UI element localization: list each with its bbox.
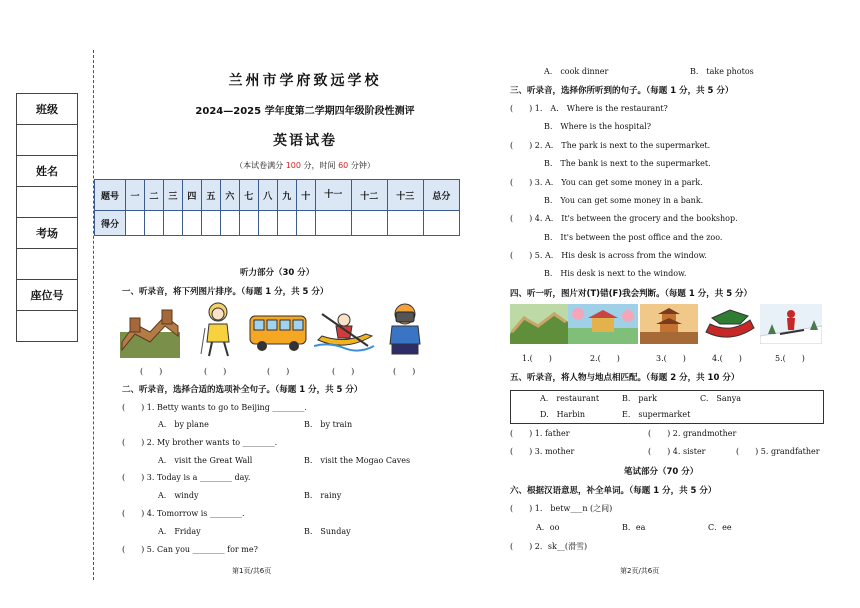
place-option: C. Sanya — [700, 394, 742, 403]
exam-note: （本试卷满分 100 分，时间 60 分钟） — [235, 161, 375, 170]
class-label: 班级 — [17, 94, 77, 125]
place-option: D. Harbin — [540, 410, 586, 419]
seat-number-label: 座位号 — [17, 280, 77, 311]
score-label: 得分 — [95, 211, 126, 236]
answer-blank[interactable]: 2.( ) — [590, 354, 620, 363]
section-4-title: 四、听一听，图片对(T)错(F)我会判断。（每题 1 分，共 5 分） — [510, 289, 753, 299]
col-header: 七 — [239, 180, 258, 211]
bus-picture — [248, 310, 310, 354]
binding-line — [93, 50, 94, 580]
section-2-title: 二、听录音，选择合适的选项补全句子。（每题 1 分，共 5 分） — [122, 385, 363, 395]
place-option: A. restaurant — [540, 394, 600, 403]
option-a[interactable]: ( ) 2. A. The park is next to the supermarket. — [510, 141, 711, 150]
score-cell[interactable] — [126, 211, 145, 236]
place-option: B. park — [622, 394, 657, 403]
option-b[interactable]: B．ea — [622, 523, 646, 532]
section-6-title: 六、根据汉语意思，补全单词。（每题 1 分，共 5 分） — [510, 486, 717, 496]
option-b[interactable]: B. His desk is next to the window. — [544, 269, 687, 278]
score-cell[interactable] — [387, 211, 423, 236]
col-header: 二 — [144, 180, 163, 211]
section-1-title: 一、听录音，将下列图片排序。（每题 1 分，共 5 分） — [122, 287, 329, 297]
name-label: 姓名 — [17, 156, 77, 187]
question: ( ) 2. My brother wants to ________. — [122, 438, 278, 447]
option-b[interactable]: B. Where is the hospital? — [544, 122, 652, 131]
question: ( ) 4. Tomorrow is ________. — [122, 509, 245, 518]
score-cell[interactable] — [296, 211, 315, 236]
answer-blank[interactable]: ( ) — [332, 367, 355, 376]
exam-room-field[interactable] — [17, 249, 77, 280]
answer-blank[interactable]: 4.( ) — [712, 354, 742, 363]
great-wall-picture — [120, 302, 180, 358]
col-header: 五 — [201, 180, 220, 211]
score-cell[interactable] — [258, 211, 277, 236]
score-table — [94, 179, 460, 236]
col-header: 六 — [220, 180, 239, 211]
seat-number-field[interactable] — [17, 311, 77, 341]
option-b[interactable]: B. You can get some money in a bank. — [544, 196, 704, 205]
girl-walking-picture — [195, 300, 241, 358]
col-header: 九 — [277, 180, 296, 211]
answer-blank[interactable]: ( ) — [267, 367, 290, 376]
page-footer: 第1页/共6页 — [232, 567, 272, 575]
option-b[interactable]: B. rainy — [304, 491, 342, 500]
option-a[interactable]: A. windy — [158, 491, 199, 500]
col-header: 十二 — [351, 180, 387, 211]
skiing-picture — [760, 304, 822, 344]
score-cell[interactable] — [239, 211, 258, 236]
col-header: 八 — [258, 180, 277, 211]
option-a[interactable]: ( ) 1. A. Where is the restaurant? — [510, 104, 668, 113]
question: ( ) 3. Today is a ________ day. — [122, 473, 251, 482]
score-cell[interactable] — [277, 211, 296, 236]
rafting-picture — [314, 306, 376, 354]
exam-room-label: 考场 — [17, 218, 77, 249]
place-option: E. supermarket — [622, 410, 691, 419]
question-number-label: 题号 — [95, 180, 126, 211]
option-a[interactable]: A. visit the Great Wall — [158, 456, 253, 465]
score-cell[interactable] — [423, 211, 459, 236]
question: ( ) 1. Betty wants to go to Beijing ________. — [122, 403, 307, 412]
option-a[interactable]: ( ) 3. A. You can get some money in a park. — [510, 178, 703, 187]
col-header: 十三 — [387, 180, 423, 211]
option-b[interactable]: B. Sunday — [304, 527, 351, 536]
great-wall-landscape-picture — [510, 304, 568, 344]
subject-title: 英语试卷 — [273, 133, 337, 149]
section-5-title: 五、听录音，将人物与地点相匹配。（每题 2 分，共 10 分） — [510, 373, 740, 383]
score-cell[interactable] — [163, 211, 182, 236]
answer-blank[interactable]: ( ) — [393, 367, 416, 376]
question: ( ) 1. betw___n (之间) — [510, 504, 613, 513]
name-field[interactable] — [17, 187, 77, 218]
score-cell[interactable] — [201, 211, 220, 236]
match-item[interactable]: ( ) 2. grandmother — [648, 429, 737, 438]
score-cell[interactable] — [220, 211, 239, 236]
answer-blank[interactable]: ( ) — [204, 367, 227, 376]
match-item[interactable]: ( ) 3. mother — [510, 447, 575, 456]
dragon-boat-picture — [700, 304, 760, 344]
option-a[interactable]: ( ) 5. A. His desk is across from the window. — [510, 251, 707, 260]
question: ( ) 2．sk__(滑雪) — [510, 542, 588, 551]
term-title: 2024—2025 学年度第二学期四年级阶段性测评 — [195, 106, 415, 117]
match-item[interactable]: ( ) 5. grandfather — [736, 447, 820, 456]
temple-gate-picture — [568, 304, 638, 344]
question: ( ) 5. Can you ________ for me? — [122, 545, 258, 554]
option-a[interactable]: A．oo — [536, 523, 560, 532]
score-cell[interactable] — [182, 211, 201, 236]
pagoda-scene-picture — [640, 304, 698, 344]
match-item[interactable]: ( ) 4. sister — [648, 447, 706, 456]
option-a[interactable]: A. Friday — [158, 527, 201, 536]
score-cell[interactable] — [315, 211, 351, 236]
written-title: 笔试部分（70 分） — [624, 467, 699, 477]
col-header: 三 — [163, 180, 182, 211]
section-3-title: 三、听录音，选择你所听到的句子。（每题 1 分，共 5 分） — [510, 86, 734, 96]
page-footer: 第2页/共6页 — [620, 567, 660, 575]
score-cell[interactable] — [144, 211, 163, 236]
class-field[interactable] — [17, 125, 77, 156]
option-b[interactable]: B. The bank is next to the supermarket. — [544, 159, 711, 168]
col-header: 四 — [182, 180, 201, 211]
option-c[interactable]: C．ee — [708, 523, 732, 532]
option-b[interactable]: B. It's between the post office and the zoo. — [544, 233, 723, 242]
option-b[interactable]: B. visit the Mogao Caves — [304, 456, 411, 465]
school-name: 兰州市学府致远学校 — [228, 73, 382, 89]
score-cell[interactable] — [351, 211, 387, 236]
match-item[interactable]: ( ) 1. father — [510, 429, 570, 438]
option-a[interactable]: A. by plane — [158, 420, 209, 429]
option-a[interactable]: A. cook dinner — [544, 67, 609, 76]
answer-blank[interactable]: 3.( ) — [656, 354, 686, 363]
listening-title: 听力部分（30 分） — [240, 268, 315, 278]
answer-blank[interactable]: ( ) — [140, 367, 163, 376]
option-a[interactable]: ( ) 4. A. It's between the grocery and the bookshop. — [510, 214, 738, 223]
option-b[interactable]: B. by train — [304, 420, 353, 429]
photographer-picture — [382, 300, 428, 358]
option-b[interactable]: B. take photos — [690, 67, 754, 76]
col-header: 十一 — [315, 180, 351, 211]
answer-blank[interactable]: 1.( ) — [522, 354, 552, 363]
student-info-column — [16, 93, 78, 342]
col-header: 十 — [296, 180, 315, 211]
col-header: 总分 — [423, 180, 459, 211]
answer-blank[interactable]: 5.( ) — [775, 354, 805, 363]
col-header: 一 — [126, 180, 145, 211]
